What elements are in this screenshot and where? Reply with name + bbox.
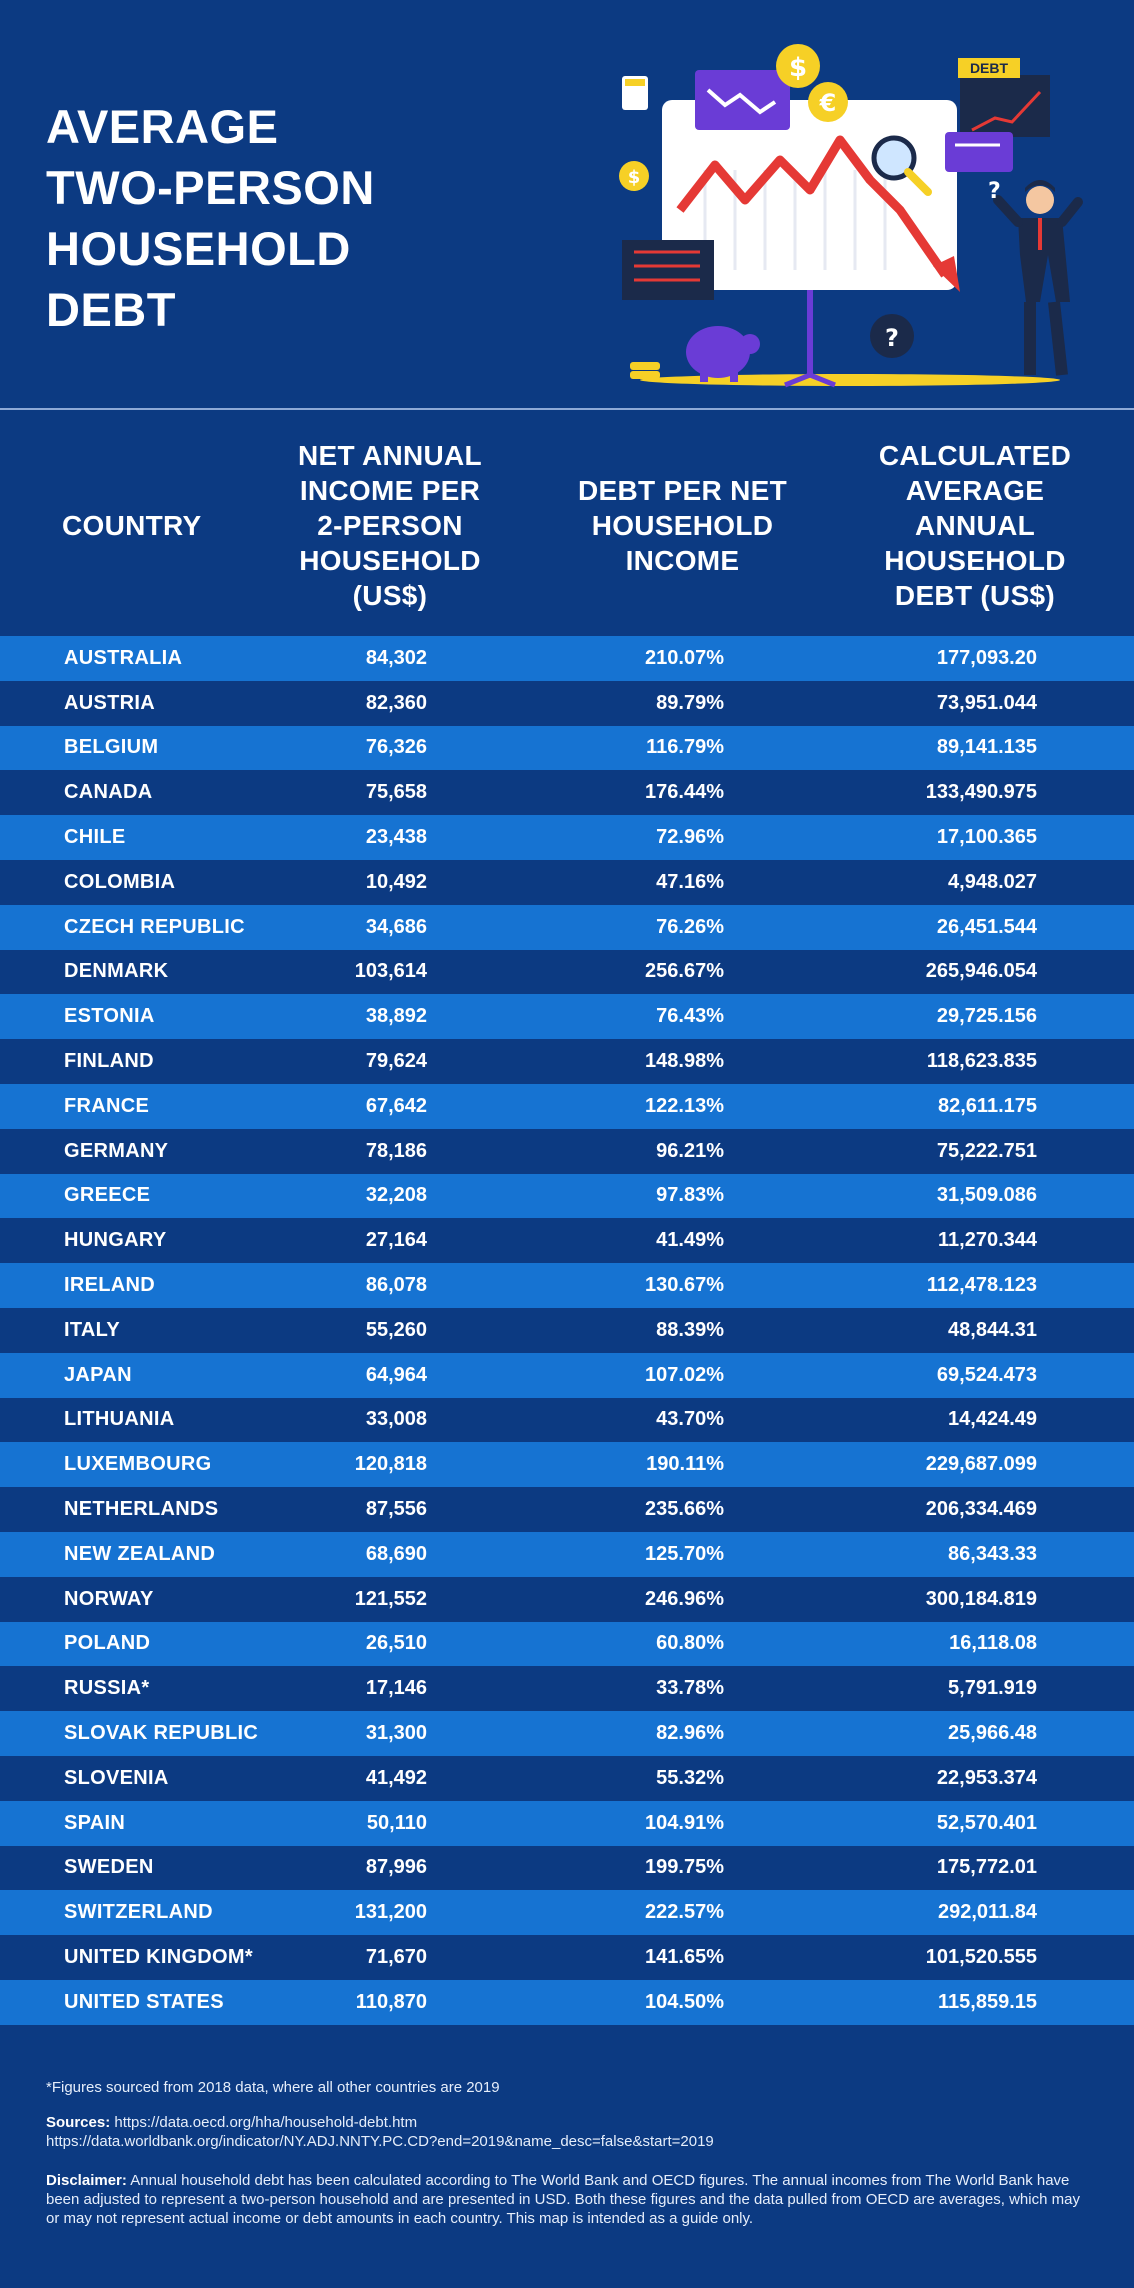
debt-header-line-2: AVERAGE (905, 474, 1045, 506)
debt-tag-label: DEBT (969, 60, 1009, 76)
household-debt-cell: 29,725.156 (936, 1005, 1037, 1028)
country-cell: SWEDEN (64, 1856, 154, 1879)
debt-percent-cell: 89.79% (656, 691, 724, 714)
debt-percent-cell: 88.39% (656, 1318, 724, 1341)
income-header-line-5: (US$) (352, 579, 428, 611)
debt-percent-cell: 76.26% (656, 915, 724, 938)
household-debt-cell: 52,570.401 (936, 1811, 1037, 1834)
table-row (0, 1935, 1134, 1980)
column-header-income (270, 414, 510, 636)
household-debt-cell: 265,946.054 (925, 960, 1037, 983)
debt-percent-cell: 199.75% (645, 1856, 724, 1879)
debt-percent-cell: 246.96% (645, 1587, 724, 1610)
debt-illustration (600, 40, 1100, 400)
household-debt-cell: 118,623.835 (926, 1050, 1037, 1073)
debt-percent-cell: 96.21% (656, 1139, 724, 1162)
country-cell: ESTONIA (64, 1005, 155, 1028)
euro-coin-icon (808, 82, 848, 122)
country-cell: CHILE (64, 826, 126, 849)
household-debt-cell: 4,948.027 (948, 870, 1037, 893)
household-debt-cell: 22,953.374 (936, 1766, 1037, 1789)
country-cell: GERMANY (64, 1139, 169, 1162)
question-icon (870, 314, 914, 358)
country-cell: NETHERLANDS (64, 1498, 219, 1521)
question-symbol: ? (885, 324, 899, 352)
country-cell: SPAIN (64, 1811, 126, 1834)
income-cell: 34,686 (365, 915, 427, 938)
table-row (0, 1174, 1134, 1219)
table-row (0, 1308, 1134, 1353)
debt-percent-cell: 104.50% (645, 1990, 724, 2013)
debt-percent-cell: 130.67% (645, 1274, 724, 1297)
income-cell: 82,360 (365, 691, 427, 714)
table-row (0, 1039, 1134, 1084)
household-debt-cell: 17,100.365 (936, 826, 1037, 849)
source-link-worldbank: https://data.worldbank.org/indicator/NY.ADJ.NNTY.PC.CD?end=2019&name_desc=false&start=2019 (46, 2133, 714, 2150)
country-cell: UNITED KINGDOM* (64, 1946, 253, 1968)
debt-percent-cell: 256.67% (645, 960, 724, 983)
country-cell: ITALY (64, 1318, 120, 1341)
income-cell: 32,208 (365, 1184, 427, 1207)
income-cell: 71,670 (365, 1946, 427, 1968)
table-row (0, 1353, 1134, 1398)
income-cell: 75,658 (365, 781, 427, 804)
country-cell: BELGIUM (64, 736, 159, 759)
debt-percent-cell: 190.11% (646, 1453, 724, 1476)
table-row (0, 1846, 1134, 1891)
table-row (0, 950, 1134, 995)
small-dollar-icon (619, 161, 649, 191)
table-row (0, 636, 1134, 681)
income-header-line-3: 2-PERSON (317, 509, 463, 541)
footnote-text: *Figures sourced from 2018 data, where all other countries are 2019 (46, 2079, 500, 2096)
household-debt-cell: 11,270.344 (938, 1229, 1037, 1252)
debt-percent-cell: 60.80% (656, 1632, 724, 1655)
table-row (0, 1666, 1134, 1711)
income-cell: 55,260 (365, 1318, 427, 1341)
confused-question-mark: ? (988, 179, 1001, 204)
debt-percent-cell: 55.32% (656, 1766, 724, 1789)
debt-percent-cell: 43.70% (656, 1408, 724, 1431)
table-row (0, 905, 1134, 950)
debt-pct-header-line-3: INCOME (625, 544, 740, 576)
household-debt-cell: 101,520.555 (925, 1946, 1037, 1968)
table-row (0, 770, 1134, 815)
header (0, 0, 1134, 408)
debt-percent-cell: 107.02% (645, 1363, 724, 1386)
dollar-symbol: $ (788, 53, 808, 83)
debt-percent-cell: 82.96% (656, 1722, 724, 1745)
debt-percent-cell: 76.43% (656, 1005, 724, 1028)
debt-percent-cell: 235.66% (645, 1498, 724, 1521)
household-debt-cell: 300,184.819 (925, 1587, 1037, 1610)
household-debt-cell: 73,951.044 (936, 691, 1037, 714)
debt-percent-cell: 148.98% (645, 1050, 724, 1073)
debt-header-line-3: ANNUAL (914, 509, 1035, 541)
disclaimer (46, 2171, 1096, 2228)
debt-percent-cell: 125.70% (645, 1542, 724, 1565)
country-cell: UNITED STATES (64, 1990, 224, 2013)
household-debt-cell: 25,966.48 (948, 1722, 1037, 1745)
household-debt-cell: 26,451.544 (936, 915, 1037, 938)
euro-symbol: € (819, 89, 837, 117)
debt-percent-cell: 41.49% (656, 1229, 724, 1252)
country-cell: AUSTRALIA (64, 646, 183, 669)
income-cell: 50,110 (366, 1811, 427, 1834)
mini-chart-card (695, 70, 790, 130)
income-cell: 86,078 (365, 1274, 427, 1297)
confused-man-figure (988, 179, 1078, 375)
table-row (0, 860, 1134, 905)
table-row (0, 815, 1134, 860)
household-debt-cell: 5,791.919 (948, 1677, 1037, 1700)
table-row (0, 1980, 1134, 2025)
income-cell: 26,510 (365, 1632, 427, 1655)
income-cell: 131,200 (354, 1901, 427, 1924)
household-debt-cell: 16,118.08 (949, 1632, 1037, 1655)
country-cell: HUNGARY (64, 1229, 167, 1252)
country-cell: SWITZERLAND (64, 1901, 213, 1924)
table-row (0, 1577, 1134, 1622)
country-cell: COLOMBIA (64, 870, 176, 893)
household-debt-cell: 14,424.49 (948, 1408, 1037, 1431)
debt-percent-cell: 104.91% (645, 1811, 724, 1834)
title-line-4: DEBT (46, 283, 176, 336)
household-debt-cell: 206,334.469 (925, 1498, 1037, 1521)
household-debt-cell: 75,222.751 (936, 1139, 1037, 1162)
table-row (0, 726, 1134, 771)
debt-pct-header-line-2: HOUSEHOLD (591, 509, 774, 541)
country-cell: FRANCE (64, 1094, 150, 1117)
household-debt-cell: 31,509.086 (936, 1184, 1037, 1207)
table-row (0, 681, 1134, 726)
household-debt-cell: 292,011.84 (938, 1901, 1037, 1924)
household-debt-cell: 115,859.15 (938, 1990, 1037, 2013)
income-cell: 17,146 (365, 1677, 427, 1700)
income-header-line-2: INCOME PER (299, 474, 481, 506)
household-debt-cell: 229,687.099 (925, 1453, 1037, 1476)
country-cell: LUXEMBOURG (64, 1453, 212, 1476)
country-cell: DENMARK (64, 960, 169, 983)
column-header-country (62, 414, 262, 636)
income-cell: 64,964 (365, 1363, 427, 1386)
debt-percent-cell: 33.78% (656, 1677, 724, 1700)
source-link-oecd: https://data.oecd.org/hha/household-debt.htm (114, 2114, 418, 2131)
country-cell: JAPAN (64, 1363, 132, 1386)
country-cell: IRELAND (64, 1274, 155, 1297)
small-dollar-symbol: $ (627, 167, 641, 188)
column-header-debt-percent (540, 414, 825, 636)
country-cell: AUSTRIA (64, 691, 155, 714)
income-cell: 27,164 (365, 1229, 427, 1252)
income-header-line-4: HOUSEHOLD (299, 544, 481, 576)
income-cell: 10,492 (365, 870, 427, 893)
title-line-2: TWO-PERSON (46, 161, 375, 214)
dollar-coin-icon (776, 44, 820, 88)
title-line-3: HOUSEHOLD (46, 222, 351, 275)
debt-pct-header-line-1: DEBT PER NET (578, 474, 787, 506)
income-cell: 120,818 (354, 1453, 427, 1476)
country-cell: GREECE (64, 1184, 151, 1207)
message-card (945, 132, 1013, 172)
income-cell: 76,326 (365, 736, 427, 759)
list-card (622, 240, 714, 300)
debt-header-line-4: HOUSEHOLD (884, 544, 1066, 576)
debt-percent-cell: 97.83% (656, 1184, 724, 1207)
income-header-line-1: NET ANNUAL (298, 439, 482, 471)
piggy-bank-icon (686, 326, 760, 382)
income-cell: 23,438 (365, 826, 427, 849)
household-debt-cell: 89,141.135 (936, 736, 1037, 759)
debt-percent-cell: 210.07% (645, 646, 724, 669)
coin-stack-icon (630, 362, 660, 379)
income-cell: 78,186 (365, 1139, 427, 1162)
income-cell: 110,870 (355, 1990, 427, 2013)
debt-percent-cell: 176.44% (645, 781, 724, 804)
table-row (0, 1129, 1134, 1174)
income-cell: 41,492 (365, 1766, 427, 1789)
table-row (0, 1532, 1134, 1577)
table-row (0, 1756, 1134, 1801)
table-row (0, 994, 1134, 1039)
debt-percent-cell: 116.79% (646, 736, 724, 759)
country-cell: LITHUANIA (64, 1408, 175, 1431)
debt-table (0, 636, 1134, 2025)
country-cell: SLOVAK REPUBLIC (64, 1722, 259, 1745)
page-title (46, 96, 446, 340)
debt-percent-cell: 47.16% (656, 870, 724, 893)
debt-percent-cell: 222.57% (645, 1901, 724, 1924)
household-debt-cell: 48,844.31 (948, 1318, 1037, 1341)
country-cell: NORWAY (64, 1587, 154, 1610)
debt-percent-cell: 141.65% (645, 1946, 724, 1968)
household-debt-cell: 177,093.20 (936, 646, 1037, 669)
table-row (0, 1442, 1134, 1487)
household-debt-cell: 82,611.175 (938, 1094, 1037, 1117)
debt-percent-cell: 122.13% (645, 1094, 724, 1117)
debt-header-line-1: CALCULATED (878, 439, 1072, 471)
calculator-icon (622, 76, 648, 110)
table-row (0, 1711, 1134, 1756)
table-row (0, 1622, 1134, 1667)
income-cell: 67,642 (365, 1094, 427, 1117)
sources (46, 2113, 1096, 2151)
income-cell: 121,552 (354, 1587, 427, 1610)
income-cell: 87,556 (365, 1498, 427, 1521)
country-cell: CZECH REPUBLIC (64, 915, 245, 938)
sources-label: Sources: (46, 2114, 111, 2131)
debt-percent-cell: 72.96% (656, 826, 724, 849)
country-header-label: COUNTRY (62, 509, 202, 541)
table-row (0, 1890, 1134, 1935)
country-cell: FINLAND (64, 1050, 154, 1073)
disclaimer-label: Disclaimer: (46, 2172, 127, 2189)
table-row (0, 1801, 1134, 1846)
country-cell: CANADA (64, 781, 153, 804)
income-cell: 103,614 (354, 960, 427, 983)
country-cell: SLOVENIA (64, 1766, 169, 1789)
country-cell: NEW ZEALAND (64, 1542, 216, 1565)
header-divider (0, 408, 1134, 410)
table-row (0, 1218, 1134, 1263)
table-row (0, 1398, 1134, 1443)
table-row (0, 1084, 1134, 1129)
income-cell: 84,302 (365, 646, 427, 669)
debt-header-line-5: DEBT (US$) (894, 579, 1056, 611)
household-debt-cell: 69,524.473 (936, 1363, 1037, 1386)
income-cell: 87,996 (365, 1856, 427, 1879)
household-debt-cell: 133,490.975 (925, 781, 1037, 804)
household-debt-cell: 175,772.01 (936, 1856, 1037, 1879)
column-header-household-debt (850, 414, 1100, 636)
income-cell: 33,008 (365, 1408, 427, 1431)
country-cell: RUSSIA* (64, 1677, 150, 1700)
table-row (0, 1487, 1134, 1532)
table-row (0, 1263, 1134, 1308)
income-cell: 79,624 (365, 1050, 427, 1073)
country-cell: POLAND (64, 1632, 151, 1655)
household-debt-cell: 112,478.123 (926, 1274, 1037, 1297)
income-cell: 68,690 (365, 1542, 427, 1565)
income-cell: 31,300 (365, 1722, 427, 1745)
household-debt-cell: 86,343.33 (948, 1542, 1037, 1565)
title-line-1: AVERAGE (46, 100, 279, 153)
footnote (46, 2078, 1096, 2097)
income-cell: 38,892 (365, 1005, 427, 1028)
disclaimer-text: Annual household debt has been calculated according to The World Bank and OECD figures. The annual incomes from The World Bank have been adjusted to represent a two-person household and are presented in USD. Both these figures and the data pulled from OECD are averages, which may or may not represent actual income or debt amounts in each country. This map is intended as a guide only. (46, 2172, 1080, 2227)
